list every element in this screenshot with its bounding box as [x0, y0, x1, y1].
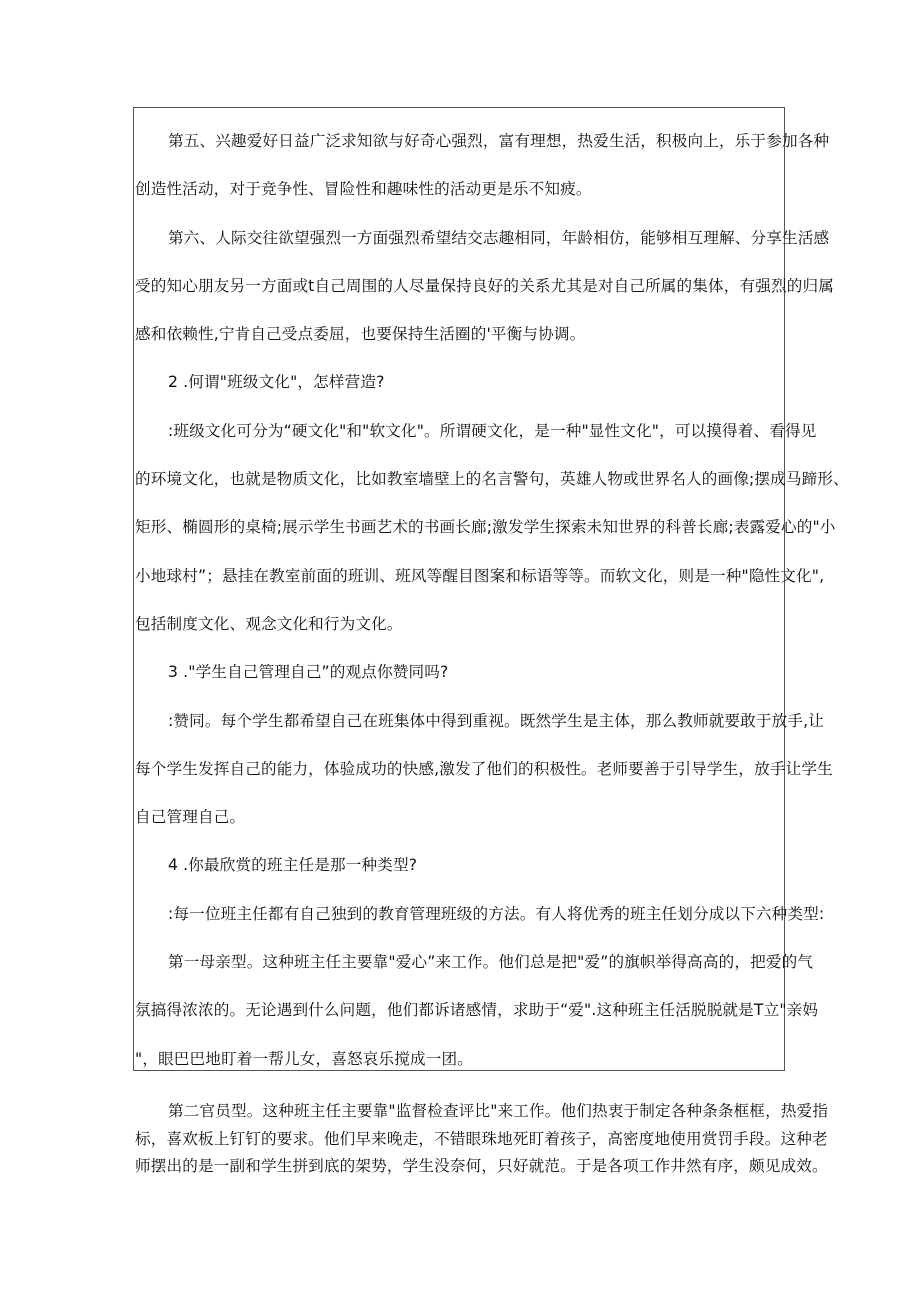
text-line: 师摆出的是一副和学生拼到底的架势，学生没奈何，只好就范。于是各项工作井然有序，颇见成效。: [135, 1157, 828, 1176]
paragraph: [134, 358, 784, 406]
text-line: 创造性活动，对于竞争性、冒险性和趣味性的活动更是乐不知疲。: [135, 180, 592, 199]
text-line: 受的知心朋友另一方面或t自己周围的人尽量保持良好的关系尤其是对自己所属的集体，有强烈的归属: [135, 276, 834, 295]
paragraph: [134, 214, 834, 359]
paragraph: [134, 1098, 829, 1181]
text-line: 小地球村”；悬挂在教室前面的班训、班风等醒目图案和标语等等。而软文化，则是一种"隐性文化",: [135, 566, 825, 585]
text-line: 自己管理自己。: [135, 808, 246, 827]
text-line: 3 ."学生自己管理自己”的观点你赞同吗?: [168, 663, 449, 682]
text-line: 标，喜欢板上钉钉的要求。他们早来晚走，不错眼珠地死盯着孩子，高密度地使用赏罚手段。这种老: [135, 1129, 828, 1148]
text-line: 第二官员型。这种班主任主要靠"监督检查评比"来工作。他们热衷于制定各种条条框框，热爱指: [168, 1102, 829, 1120]
text-line: 4 .你最欣赏的班主任是那一种类型?: [168, 856, 418, 875]
text-line: 第五、兴趣爱好日益广泛求知欲与好奇心强烈，富有理想，热爱生活，积极向上，乐于参加各种: [168, 132, 830, 150]
text-line: 包括制度文化、观念文化和行为文化。: [135, 614, 403, 633]
text-line: :赞同。每个学生都希望自己在班集体中得到重视。既然学生是主体，那么教师就要敢于放手,让: [168, 711, 825, 730]
body-paragraph: [134, 1098, 829, 1181]
text-line: :每一位班主任都有自己独到的教育管理班级的方法。有人将优秀的班主任划分成以下六种类型:: [168, 904, 825, 923]
paragraph: [134, 697, 833, 842]
text-line: :班级文化可分为“硬文化"和"软文化"。所谓硬文化，是一种"显性文化"，可以摸得着、看得见: [168, 421, 817, 440]
text-line: 每个学生发挥自己的能力，体验成功的快感,激发了他们的积极性。老师要善于引导学生，放手让学生: [135, 759, 833, 778]
text-line: 感和依赖性,宁肯自己受点委屈，也要保持生活圈的'平衡与协调。: [135, 325, 586, 344]
paragraph: [134, 890, 825, 938]
paragraph: [134, 407, 849, 648]
paragraph: [134, 648, 784, 696]
bordered-text-box: [133, 107, 849, 1071]
paragraph: [134, 117, 830, 214]
paragraph: [134, 841, 784, 889]
text-line: 第六、人际交往欲望强烈一方面强烈希望结交志趣相同，年龄相仿，能够相互理解、分享生活感: [168, 228, 830, 247]
text-line: 的环境文化，也就是物质文化，比如教室墙壁上的名言警句，英雄人物或世界名人的画像;摆成马蹄形、: [135, 470, 849, 489]
text-line: 氛搞得浓浓的。无论遇到什么问题，他们都诉诸感情，求助于“爱".这种班主任活脱脱就是T立"亲妈: [135, 1001, 819, 1020]
text-line: 矩形、椭圆形的桌椅;展示学生书画艺术的书画长廊;激发学生探索未知世界的科普长廊;表露爱心的"小: [135, 518, 836, 537]
text-line: 2 .何谓"班级文化"，怎样营造?: [168, 373, 385, 392]
text-line: 第一母亲型。这种班主任主要靠"爱心”来工作。他们总是把"爱”的旗帜举得高高的，把爱的气: [168, 953, 814, 972]
text-line: "，眼巴巴地盯着一帮儿女，喜怒哀乐搅成一团。: [135, 1049, 473, 1068]
paragraph: [134, 938, 819, 1083]
